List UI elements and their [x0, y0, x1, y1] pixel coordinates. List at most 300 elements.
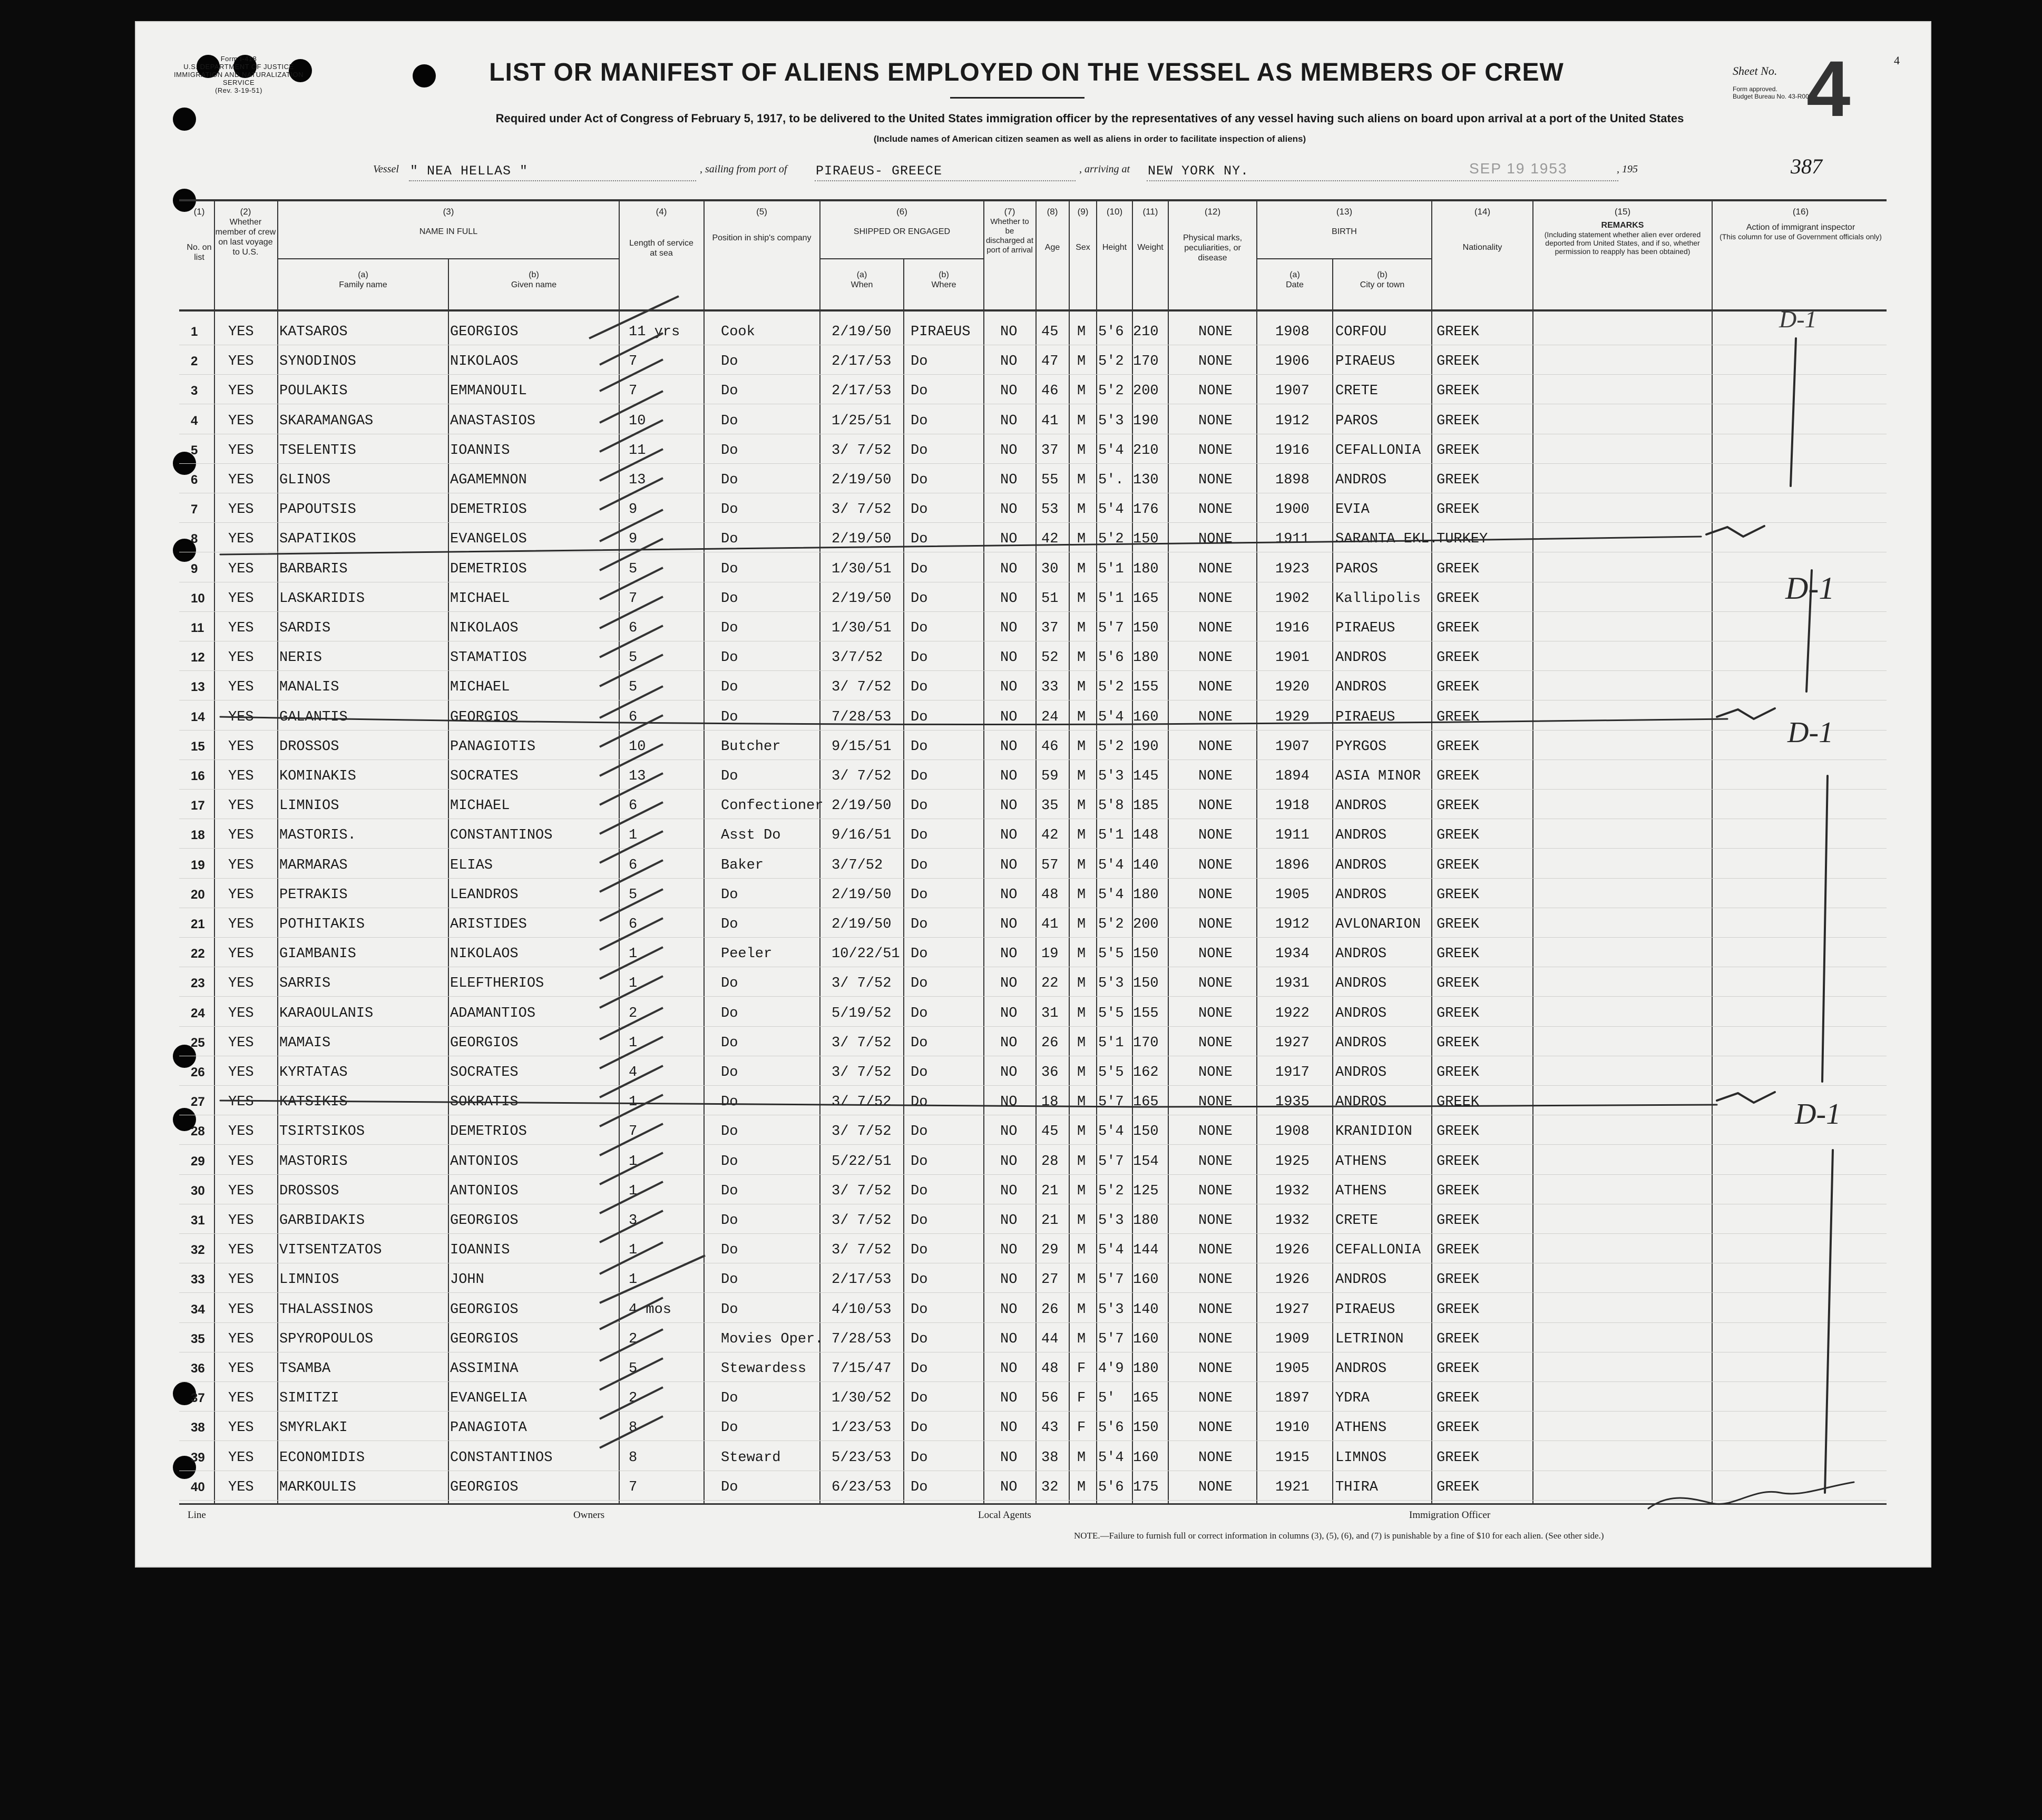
col-label: Length of service at sea [629, 239, 693, 258]
last-voyage: YES [228, 1213, 254, 1229]
age: 41 [1041, 413, 1059, 429]
discharged: NO [1000, 1301, 1018, 1318]
age: 45 [1041, 1124, 1059, 1140]
row-number: 40 [191, 1480, 205, 1494]
height: 5'3 [1098, 1213, 1124, 1229]
physical-marks: NONE [1198, 798, 1233, 814]
birth-date: 1934 [1275, 946, 1310, 962]
inspector-action-mark: D-1 [1779, 306, 1817, 333]
height: 5'2 [1098, 679, 1124, 696]
birth-date: 1927 [1275, 1301, 1310, 1318]
height: 5'3 [1098, 1301, 1124, 1318]
nationality: GREEK [1437, 1449, 1480, 1466]
col-label: Whether to be discharged at port of arrival [985, 217, 1034, 255]
col-number: (10) [1106, 207, 1123, 217]
col-sub-label: Where [931, 280, 956, 289]
age: 44 [1041, 1331, 1059, 1347]
last-voyage: YES [228, 1094, 254, 1111]
position: Do [721, 1005, 738, 1021]
birth-date: 1905 [1275, 887, 1310, 903]
birth-town: CORFOU [1335, 324, 1387, 340]
shipped-when: 2/19/50 [832, 590, 892, 607]
sex: M [1077, 798, 1086, 814]
row-number: 17 [191, 799, 205, 813]
shipped-when: 5/23/53 [832, 1449, 892, 1466]
shipped-when: 2/19/50 [832, 798, 892, 814]
manifest-sheet [136, 22, 1930, 1566]
shipped-when: 4/10/53 [832, 1301, 892, 1318]
birth-town: PIRAEUS [1335, 709, 1395, 725]
nationality: GREEK [1437, 590, 1480, 607]
row-number: 30 [191, 1183, 205, 1198]
height: 5'4 [1098, 709, 1124, 725]
shipped-where: Do [911, 738, 928, 755]
height: 5'7 [1098, 1272, 1124, 1288]
position: Movies Oper. [721, 1331, 824, 1347]
sex: M [1077, 976, 1086, 992]
length-of-service: 1 [629, 1094, 638, 1111]
shipped-when: 9/15/51 [832, 738, 892, 755]
col-number: (6) [896, 207, 907, 217]
age: 26 [1041, 1301, 1059, 1318]
sex: M [1077, 1005, 1086, 1021]
birth-town: ANDROS [1335, 828, 1387, 844]
physical-marks: NONE [1198, 1005, 1233, 1021]
family-name: SARRIS [279, 976, 331, 992]
shipped-where: Do [911, 976, 928, 992]
last-voyage: YES [228, 1005, 254, 1021]
shipped-when: 5/19/52 [832, 1005, 892, 1021]
discharged: NO [1000, 1479, 1018, 1495]
length-of-service: 7 [629, 354, 638, 370]
weight: 130 [1133, 472, 1159, 488]
weight: 150 [1133, 1420, 1159, 1436]
row-number: 21 [191, 917, 205, 931]
nationality: GREEK [1437, 976, 1480, 992]
birth-town: ANDROS [1335, 1065, 1387, 1081]
age: 41 [1041, 917, 1059, 932]
physical-marks: NONE [1198, 1390, 1233, 1407]
age: 37 [1041, 442, 1059, 459]
birth-town: ANDROS [1335, 857, 1387, 873]
col-number: (1) [193, 207, 205, 217]
birth-town: CRETE [1335, 383, 1379, 400]
length-of-service: 3 [629, 1213, 638, 1229]
position: Stewardess [721, 1361, 807, 1377]
age: 26 [1041, 1035, 1059, 1051]
weight: 200 [1133, 383, 1159, 400]
shipped-where: Do [911, 620, 928, 636]
shipped-where: Do [911, 413, 928, 429]
age: 52 [1041, 650, 1059, 666]
physical-marks: NONE [1198, 1242, 1233, 1259]
discharged: NO [1000, 590, 1018, 607]
shipped-where: Do [911, 679, 928, 696]
last-voyage: YES [228, 561, 254, 577]
discharged: NO [1000, 917, 1018, 932]
col-label: Position in ship's company [712, 233, 812, 242]
subtitle-note: (Include names of American citizen seamen as well as aliens in order to facilitate inspection of aliens) [873, 134, 1306, 144]
family-name: NERIS [279, 650, 323, 666]
birth-town: ANDROS [1335, 946, 1387, 962]
family-name: POTHITAKIS [279, 917, 365, 932]
age: 28 [1041, 1153, 1059, 1170]
position: Asst Do [721, 828, 781, 844]
length-of-service: 7 [629, 383, 638, 400]
row-number: 11 [191, 621, 204, 635]
length-of-service: 9 [629, 531, 638, 548]
discharged: NO [1000, 324, 1018, 340]
birth-date: 1935 [1275, 1094, 1310, 1111]
last-voyage: YES [228, 502, 254, 518]
col-label: REMARKS [1601, 221, 1644, 230]
weight: 180 [1133, 561, 1159, 577]
length-of-service: 10 [629, 738, 646, 755]
position: Do [721, 976, 738, 992]
given-name: NIKOLAOS [450, 946, 519, 962]
family-name: THALASSINOS [279, 1301, 374, 1318]
sex: M [1077, 738, 1086, 755]
nationality: GREEK [1437, 887, 1480, 903]
birth-date: 1923 [1275, 561, 1310, 577]
shipped-when: 2/19/50 [832, 887, 892, 903]
birth-date: 1920 [1275, 679, 1310, 696]
height: 5'2 [1098, 383, 1124, 400]
family-name: SAPATIKOS [279, 531, 356, 548]
given-name: CONSTANTINOS [450, 828, 553, 844]
sex: M [1077, 324, 1086, 340]
shipped-when: 3/ 7/52 [832, 1035, 892, 1051]
position: Do [721, 354, 738, 370]
row-number: 35 [191, 1331, 205, 1346]
family-name: POULAKIS [279, 383, 348, 400]
last-voyage: YES [228, 1420, 254, 1436]
length-of-service: 7 [629, 590, 638, 607]
birth-date: 1927 [1275, 1035, 1310, 1051]
discharged: NO [1000, 1094, 1018, 1111]
height: 5'3 [1098, 768, 1124, 784]
shipped-where: Do [911, 1035, 928, 1051]
height: 5'8 [1098, 798, 1124, 814]
nationality: GREEK [1437, 1065, 1480, 1081]
last-voyage: YES [228, 1242, 254, 1259]
given-name: GEORGIOS [450, 1301, 519, 1318]
sex: M [1077, 679, 1086, 696]
position: Do [721, 709, 738, 725]
birth-date: 1909 [1275, 1331, 1310, 1347]
weight: 200 [1133, 917, 1159, 932]
discharged: NO [1000, 650, 1018, 666]
row-number: 24 [191, 1006, 205, 1020]
birth-date: 1916 [1275, 442, 1310, 459]
family-name: GALANTIS [279, 709, 348, 725]
row-number: 31 [191, 1213, 205, 1228]
physical-marks: NONE [1198, 857, 1233, 873]
height: 5'2 [1098, 1183, 1124, 1199]
col-number: (2) [240, 207, 251, 217]
height: 5'6 [1098, 1479, 1124, 1495]
birth-date: 1911 [1275, 531, 1310, 548]
birth-date: 1915 [1275, 1449, 1310, 1466]
physical-marks: NONE [1198, 738, 1233, 755]
shipped-where: Do [911, 1331, 928, 1347]
weight: 155 [1133, 1005, 1159, 1021]
col-number: (15) [1614, 207, 1631, 217]
shipped-where: Do [911, 1213, 928, 1229]
given-name: EMMANOUIL [450, 383, 527, 400]
height: 5'2 [1098, 354, 1124, 370]
birth-town: ANDROS [1335, 798, 1387, 814]
weight: 180 [1133, 1213, 1159, 1229]
row-number: 29 [191, 1154, 205, 1169]
given-name: GEORGIOS [450, 324, 519, 340]
shipped-where: Do [911, 1005, 928, 1021]
shipped-when: 2/19/50 [832, 917, 892, 932]
sex: M [1077, 1331, 1086, 1347]
height: 5'2 [1098, 917, 1124, 932]
birth-date: 1908 [1275, 1124, 1310, 1140]
birth-date: 1906 [1275, 354, 1310, 370]
sex: F [1077, 1390, 1086, 1407]
shipped-when: 7/15/47 [832, 1361, 892, 1377]
shipped-when: 1/23/53 [832, 1420, 892, 1436]
position: Steward [721, 1449, 781, 1466]
family-name: SKARAMANGAS [279, 413, 374, 429]
birth-town: ANDROS [1335, 1005, 1387, 1021]
last-voyage: YES [228, 798, 254, 814]
shipped-where: Do [911, 1065, 928, 1081]
last-voyage: YES [228, 1390, 254, 1407]
physical-marks: NONE [1198, 709, 1233, 725]
last-voyage: YES [228, 709, 254, 725]
birth-date: 1907 [1275, 738, 1310, 755]
nationality: GREEK [1437, 1301, 1480, 1318]
last-voyage: YES [228, 1124, 254, 1140]
birth-date: 1897 [1275, 1390, 1310, 1407]
family-name: SMYRLAKI [279, 1420, 348, 1436]
col-sublabel: (Including statement whether alien ever ordered deported from United States, and if so, whether permission to reapply has been obtained) [1544, 230, 1701, 256]
family-name: MANALIS [279, 679, 339, 696]
height: 5'7 [1098, 620, 1124, 636]
nationality: GREEK [1437, 1124, 1480, 1140]
col-label: BIRTH [1332, 227, 1357, 236]
discharged: NO [1000, 354, 1018, 370]
height: 5'1 [1098, 828, 1124, 844]
physical-marks: NONE [1198, 828, 1233, 844]
weight: 140 [1133, 857, 1159, 873]
birth-town: CEFALLONIA [1335, 442, 1421, 459]
length-of-service: 5 [629, 679, 638, 696]
physical-marks: NONE [1198, 1420, 1233, 1436]
nationality: GREEK [1437, 1331, 1480, 1347]
given-name: ANASTASIOS [450, 413, 536, 429]
age: 42 [1041, 531, 1059, 548]
last-voyage: YES [228, 679, 254, 696]
birth-town: ATHENS [1335, 1183, 1387, 1199]
shipped-where: Do [911, 1449, 928, 1466]
family-name: SPYROPOULOS [279, 1331, 374, 1347]
sex: M [1077, 946, 1086, 962]
length-of-service: 9 [629, 502, 638, 518]
shipped-when: 3/ 7/52 [832, 679, 892, 696]
weight: 148 [1133, 828, 1159, 844]
last-voyage: YES [228, 650, 254, 666]
physical-marks: NONE [1198, 324, 1233, 340]
shipped-where: Do [911, 887, 928, 903]
birth-date: 1932 [1275, 1213, 1310, 1229]
family-name: MARMARAS [279, 857, 348, 873]
weight: 210 [1133, 324, 1159, 340]
position: Do [721, 1124, 738, 1140]
sex: M [1077, 917, 1086, 932]
row-number: 16 [191, 769, 205, 783]
physical-marks: NONE [1198, 887, 1233, 903]
row-number: 39 [191, 1450, 205, 1465]
physical-marks: NONE [1198, 442, 1233, 459]
weight: 162 [1133, 1065, 1159, 1081]
length-of-service: 2 [629, 1331, 638, 1347]
weight: 165 [1133, 1094, 1159, 1111]
discharged: NO [1000, 1213, 1018, 1229]
age: 21 [1041, 1213, 1059, 1229]
last-voyage: YES [228, 590, 254, 607]
birth-town: PAROS [1335, 561, 1379, 577]
col-number: (14) [1474, 207, 1491, 217]
weight: 140 [1133, 1301, 1159, 1318]
shipped-where: Do [911, 1272, 928, 1288]
birth-date: 1896 [1275, 857, 1310, 873]
last-voyage: YES [228, 946, 254, 962]
discharged: NO [1000, 946, 1018, 962]
birth-town: Kallipolis [1335, 590, 1421, 607]
discharged: NO [1000, 828, 1018, 844]
last-voyage: YES [228, 857, 254, 873]
height: 5'1 [1098, 561, 1124, 577]
shipped-when: 3/ 7/52 [832, 1065, 892, 1081]
nationality: GREEK [1437, 1361, 1480, 1377]
weight: 160 [1133, 1272, 1159, 1288]
physical-marks: NONE [1198, 946, 1233, 962]
length-of-service: 1 [629, 1272, 638, 1288]
nationality: GREEK [1437, 768, 1480, 784]
age: 19 [1041, 946, 1059, 962]
shipped-where: Do [911, 1479, 928, 1495]
age: 22 [1041, 976, 1059, 992]
sex: M [1077, 1301, 1086, 1318]
shipped-when: 9/16/51 [832, 828, 892, 844]
nationality: GREEK [1437, 1242, 1480, 1259]
birth-date: 1918 [1275, 798, 1310, 814]
remark-scribble [1706, 526, 1764, 537]
physical-marks: NONE [1198, 1035, 1233, 1051]
given-name: GEORGIOS [450, 709, 519, 725]
inspector-action-mark: D-1 [1785, 571, 1835, 606]
height: 5'4 [1098, 1242, 1124, 1259]
family-name: MAMAIS [279, 1035, 331, 1051]
position: Do [721, 1301, 738, 1318]
row-number: 1 [191, 325, 198, 339]
weight: 144 [1133, 1242, 1159, 1259]
discharged: NO [1000, 472, 1018, 488]
last-voyage: YES [228, 531, 254, 548]
nationality: GREEK [1437, 1420, 1480, 1436]
length-of-service: 7 [629, 1479, 638, 1495]
shipped-where: Do [911, 709, 928, 725]
length-of-service: 4 [629, 1065, 638, 1081]
discharged: NO [1000, 502, 1018, 518]
sex: M [1077, 828, 1086, 844]
nationality: TURKEY [1437, 531, 1488, 548]
shipped-where: Do [911, 946, 928, 962]
discharged: NO [1000, 383, 1018, 400]
nationality: GREEK [1437, 1390, 1480, 1407]
col-label: SHIPPED OR ENGAGED [853, 227, 951, 236]
physical-marks: NONE [1198, 1301, 1233, 1318]
position: Do [721, 1272, 738, 1288]
family-name: MASTORIS [279, 1153, 348, 1170]
given-name: DEMETRIOS [450, 1124, 527, 1140]
position: Baker [721, 857, 764, 873]
row-number: 13 [191, 680, 205, 695]
height: 5'2 [1098, 531, 1124, 548]
row-number: 3 [191, 384, 198, 398]
shipped-where: Do [911, 561, 928, 577]
given-name: ANTONIOS [450, 1183, 519, 1199]
discharged: NO [1000, 1390, 1018, 1407]
given-name: IOANNIS [450, 1242, 510, 1259]
weight: 150 [1133, 1124, 1159, 1140]
birth-date: 1912 [1275, 413, 1310, 429]
length-of-service: 1 [629, 828, 638, 844]
physical-marks: NONE [1198, 590, 1233, 607]
birth-town: ANDROS [1335, 650, 1387, 666]
nationality: GREEK [1437, 561, 1480, 577]
birth-town: ANDROS [1335, 679, 1387, 696]
last-voyage: YES [228, 354, 254, 370]
shipped-where: Do [911, 828, 928, 844]
length-of-service: 1 [629, 1035, 638, 1051]
height: 4'9 [1098, 1361, 1124, 1377]
bracket-line [1825, 1150, 1833, 1493]
height: 5'4 [1098, 1449, 1124, 1466]
discharged: NO [1000, 442, 1018, 459]
sex: M [1077, 1124, 1086, 1140]
height: 5'4 [1098, 887, 1124, 903]
sex: M [1077, 354, 1086, 370]
service: IMMIGRATION AND NATURALIZATION SERVICE [173, 71, 304, 86]
birth-town: ANDROS [1335, 1035, 1387, 1051]
age: 46 [1041, 738, 1059, 755]
given-name: ELIAS [450, 857, 493, 873]
family-name: SIMITZI [279, 1390, 339, 1407]
nationality: GREEK [1437, 1213, 1480, 1229]
last-voyage: YES [228, 768, 254, 784]
shipped-where: Do [911, 354, 928, 370]
shipped-where: Do [911, 768, 928, 784]
height: 5'4 [1098, 857, 1124, 873]
family-name: TSIRTSIKOS [279, 1124, 365, 1140]
position: Do [721, 531, 738, 548]
length-of-service: 8 [629, 1420, 638, 1436]
given-name: CONSTANTINOS [450, 1449, 553, 1466]
given-name: STAMATIOS [450, 650, 527, 666]
weight: 185 [1133, 798, 1159, 814]
weight: 160 [1133, 709, 1159, 725]
sex: M [1077, 472, 1086, 488]
length-of-service: 6 [629, 620, 638, 636]
height: 5'5 [1098, 946, 1124, 962]
shipped-where: Do [911, 472, 928, 488]
